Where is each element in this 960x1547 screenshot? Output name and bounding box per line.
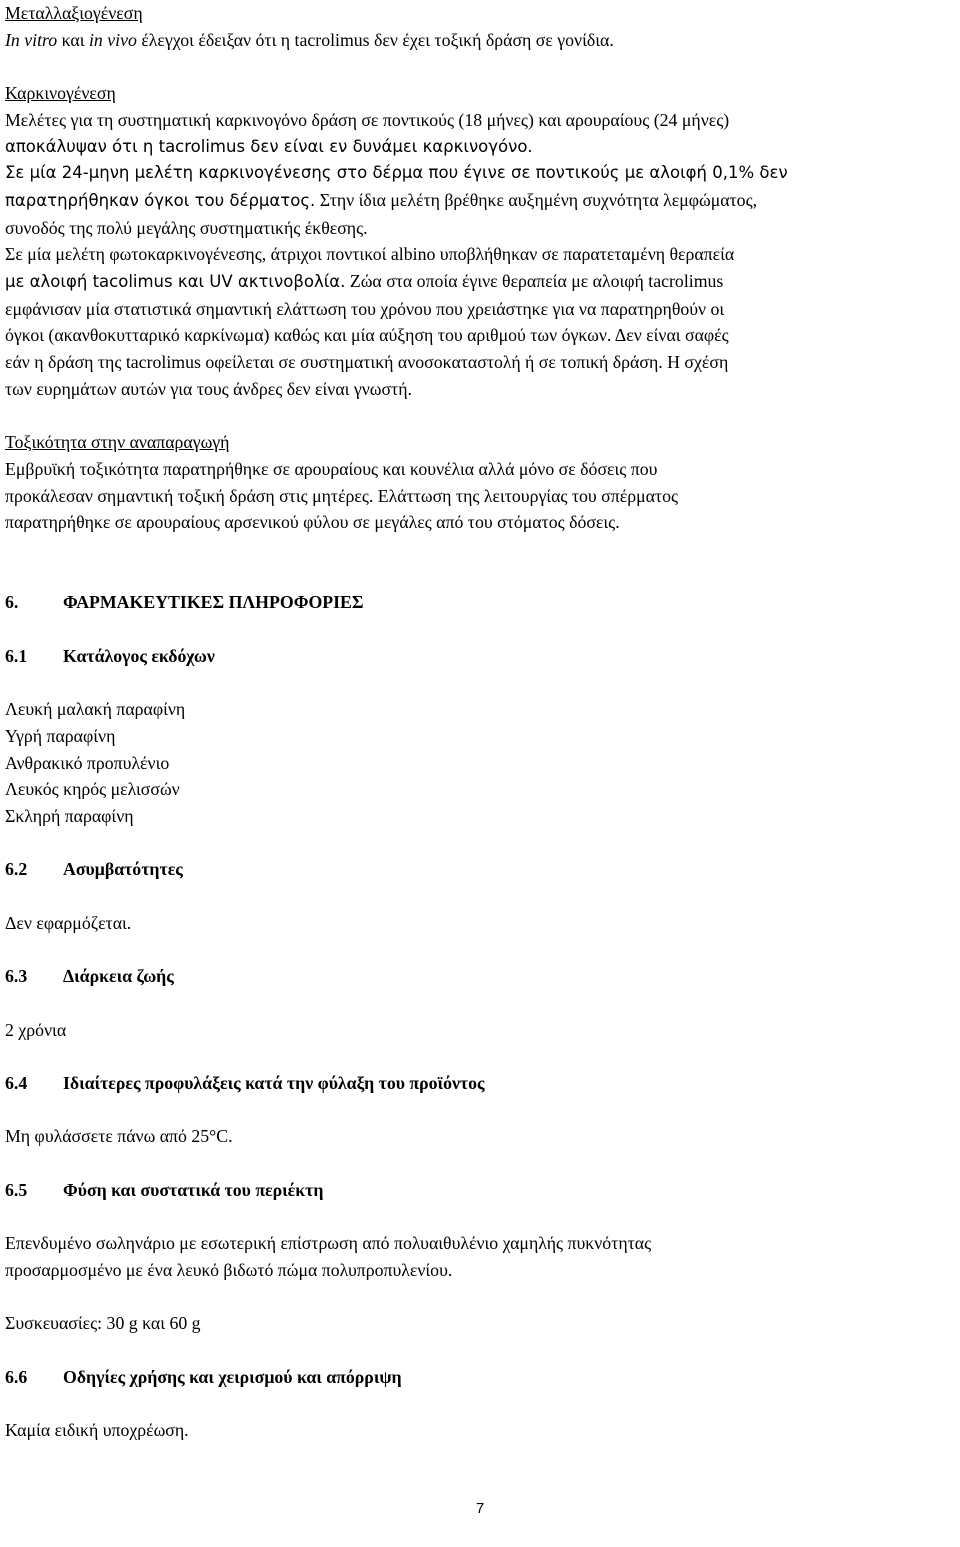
section-62-text: Δεν εφαρμόζεται. [5,912,132,933]
carc-p3e: όγκοι (ακανθοκυτταρικό καρκίνωμα) καθώς και μία αύξηση του αριθμού των όγκων. Δεν είναι σαφές [5,325,729,346]
carc-p3d: εμφάνισαν μία στατιστικά σημαντική ελάττωση του χρόνου που χρειάστηκε για να παρατηρηθούν οι [5,298,725,319]
section-63-heading: 6.3 Διάρκεια ζωής [5,966,174,987]
excipient-item: Υγρή παραφίνη [5,725,116,746]
reprotox-l2: προκάλεσαν σημαντική τοξική δράση στις μητέρες. Ελάττωση της λειτουργίας του σπέρματος [5,485,679,506]
excipient-item: Λευκός κηρός μελισσών [5,779,180,800]
carc-p1b: αποκάλυψαν ότι η tacrolimus δεν είναι εν δυνάμει καρκινογόνο. [5,136,533,156]
section-6-heading: 6. ΦΑΡΜΑΚΕΥΤΙΚΕΣ ΠΛΗΡΟΦΟΡΙΕΣ [5,592,364,613]
section-65-l1: Επενδυμένο σωληνάριο με εσωτερική επίστρωση από πολυαιθυλένιο χαμηλής πυκνότητας [5,1233,652,1254]
carc-p2d: συνοδός της πολύ μεγάλης συστηματικής έκθεσης. [5,217,368,238]
section-66-heading: 6.6 Οδηγίες χρήσης και χειρισμού και απόρριψη [5,1366,402,1387]
carc-p3c: Ζώα στα οποία έγινε θεραπεία με αλοιφή tacrolimus [345,271,724,292]
section-65-heading: 6.5 Φύση και συστατικά του περιέκτη [5,1179,324,1200]
section-63-text: 2 χρόνια [5,1019,67,1040]
section-66-text: Καμία ειδική υποχρέωση. [5,1420,189,1440]
section-65-l2: προσαρμοσμένο με ένα λευκό βιδωτό πώμα πολυπροπυλενίου. [5,1259,453,1280]
conj: και [57,29,89,50]
carc-p3a: Σε μία μελέτη φωτοκαρκινογένεσης, άτριχοι ποντικοί albino υποβλήθηκαν σε παρατεταμένη θεραπεία [5,244,735,265]
excipient-item: Ανθρακικό προπυλένιο [5,752,170,773]
carc-p3-line2 [5,268,955,296]
carc-p2-line2 [5,187,955,215]
carcinogenicity-title: Καρκινογένεση [5,83,116,104]
excipient-item: Σκληρή παραφίνη [5,806,134,826]
section-64-heading: 6.4 Ιδιαίτερες προφυλάξεις κατά την φύλαξη του προϊόντος [5,1072,485,1093]
document-page [5,0,955,1444]
carc-p2a: Σε μία 24-μηνη μελέτη καρκινογένεσης στο δέρμα που έγινε σε ποντικούς με αλοιφή 0,1% δεν [5,163,788,183]
carc-p3b: με αλοιφή tacolimus και UV ακτινοβολία. [5,272,346,292]
carc-p3g: των ευρημάτων αυτών για τους άνδρες δεν είναι γνωστή. [5,378,412,399]
reprotox-l1: Εμβρυϊκή τοξικότητα παρατηρήθηκε σε αρουραίους και κουνέλια αλλά μόνο σε δόσεις που [5,458,658,479]
carc-p3f: εάν η δράση της tacrolimus οφείλεται σε συστηματική ανοσοκαταστολή ή σε τοπική δράση. Η σχέση [5,352,729,373]
carc-p2b: παρατηρήθηκαν όγκοι του δέρματος. [5,190,316,210]
mutagenicity-title: Μεταλλαξιογένεση [5,3,143,23]
invitro-term: In vitro [5,29,58,50]
excipient-item: Λευκή μαλακή παραφίνη [5,699,186,720]
section-61-heading: 6.1 Κατάλογος εκδόχων [5,645,215,666]
carc-p2c: Στην ίδια μελέτη βρέθηκε αυξημένη συχνότητα λεμφώματος, [315,189,758,210]
reprotox-l3: παρατηρήθηκε σε αρουραίους αρσενικού φύλου σε μεγάλες από του στόματος δόσεις. [5,512,620,533]
section-64-text: Μη φυλάσσετε πάνω από 25°C. [5,1126,233,1147]
invivo-term: in vivo [88,29,137,50]
reprotox-title: Τοξικότητα στην αναπαραγωγή [5,432,230,453]
section-65-l3: Συσκευασίες: 30 g και 60 g [5,1313,201,1334]
carc-p1a: Μελέτες για τη συστηματική καρκινογόνο δράση σε ποντικούς (18 μήνες) και αρουραίους (24 μήνες) [5,109,730,130]
page-number: 7 [475,1500,485,1517]
mutagenicity-rest: έλεγχοι έδειξαν ότι η tacrolimus δεν έχει τοξική δράση σε γονίδια. [136,29,614,50]
mutagenicity-text [5,27,955,54]
section-62-heading: 6.2 Ασυμβατότητες [5,859,183,880]
